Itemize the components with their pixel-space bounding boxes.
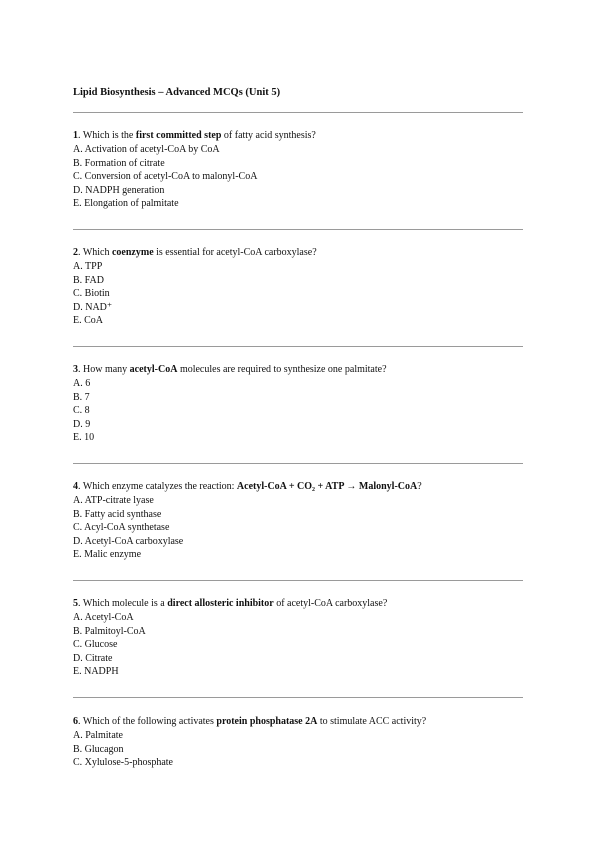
question-stem bbox=[73, 480, 533, 494]
option-e: E. Elongation of palmitate bbox=[73, 198, 179, 210]
divider bbox=[73, 112, 523, 113]
stem-emphasis: Acetyl-CoA + CO₂ + ATP → Malonyl-CoA bbox=[236, 481, 418, 492]
stem-text: molecules are required to synthesize one palmitate? bbox=[177, 364, 387, 375]
question-3 bbox=[73, 363, 533, 445]
option-e: E. 10 bbox=[73, 432, 95, 444]
question-stem bbox=[73, 246, 533, 260]
option-d: D. NAD⁺ bbox=[73, 301, 113, 313]
stem-emphasis: first committed step bbox=[135, 130, 222, 141]
question-stem bbox=[73, 129, 533, 143]
option-d: D. Citrate bbox=[73, 652, 113, 664]
divider bbox=[73, 580, 523, 581]
stem-emphasis: acetyl-CoA bbox=[129, 364, 178, 375]
divider bbox=[73, 463, 523, 464]
option-a: A. ATP-citrate lyase bbox=[73, 495, 154, 506]
option-e: E. NADPH bbox=[73, 666, 119, 678]
question-number: 5 bbox=[73, 598, 78, 609]
divider bbox=[73, 346, 523, 347]
question-1 bbox=[73, 129, 533, 211]
document-title: Lipid Biosynthesis – Advanced MCQs (Unit 5) bbox=[73, 87, 281, 98]
stem-emphasis: coenzyme bbox=[111, 247, 154, 258]
option-b: B. Formation of citrate bbox=[73, 157, 165, 169]
stem-text: . Which enzyme catalyzes the reaction: bbox=[78, 481, 237, 492]
option-a: A. Activation of acetyl-CoA by CoA bbox=[73, 144, 220, 155]
question-5 bbox=[73, 597, 533, 679]
option-a: A. TPP bbox=[73, 261, 103, 272]
question-number: 6 bbox=[73, 716, 78, 727]
option-e: E. Malic enzyme bbox=[73, 549, 142, 561]
question-stem bbox=[73, 363, 533, 377]
option-c: C. Conversion of acetyl-CoA to malonyl-CoA bbox=[73, 171, 258, 183]
option-d: D. NADPH generation bbox=[73, 184, 165, 196]
question-2 bbox=[73, 246, 533, 328]
question-4 bbox=[73, 480, 533, 562]
divider bbox=[73, 229, 523, 230]
stem-text: of acetyl-CoA carboxylase? bbox=[273, 598, 388, 609]
stem-text: . Which of the following activates bbox=[78, 716, 217, 727]
stem-emphasis: direct allosteric inhibitor bbox=[167, 598, 274, 609]
option-c: C. 8 bbox=[73, 405, 90, 417]
stem-text: of fatty acid synthesis? bbox=[221, 130, 316, 141]
question-6 bbox=[73, 715, 533, 770]
option-e: E. CoA bbox=[73, 315, 103, 327]
option-b: B. Fatty acid synthase bbox=[73, 508, 162, 520]
question-stem bbox=[73, 597, 533, 611]
option-c: C. Acyl-CoA synthetase bbox=[73, 522, 170, 534]
option-b: B. FAD bbox=[73, 274, 104, 286]
question-stem bbox=[73, 715, 533, 729]
option-c: C. Glucose bbox=[73, 639, 118, 651]
stem-emphasis: protein phosphatase 2A bbox=[216, 716, 318, 727]
option-c: C. Xylulose-5-phosphate bbox=[73, 757, 173, 769]
option-b: B. Palmitoyl-CoA bbox=[73, 625, 146, 637]
question-number: 1 bbox=[73, 130, 78, 141]
stem-text: . Which is the bbox=[78, 130, 136, 141]
option-d: D. 9 bbox=[73, 418, 91, 430]
option-a: A. Acetyl-CoA bbox=[73, 612, 134, 623]
option-d: D. Acetyl-CoA carboxylase bbox=[73, 535, 184, 547]
option-b: B. Glucagon bbox=[73, 743, 124, 755]
option-a: A. Palmitate bbox=[73, 730, 123, 741]
stem-text: . Which molecule is a bbox=[78, 598, 168, 609]
divider bbox=[73, 697, 523, 698]
question-number: 2 bbox=[73, 247, 78, 258]
question-number: 3 bbox=[73, 364, 78, 375]
stem-text: . Which bbox=[78, 247, 112, 258]
question-number: 4 bbox=[73, 481, 78, 492]
stem-text: to stimulate ACC activity? bbox=[317, 716, 427, 727]
stem-text: ? bbox=[417, 481, 422, 492]
stem-text: . How many bbox=[78, 364, 130, 375]
option-a: A. 6 bbox=[73, 378, 91, 389]
option-b: B. 7 bbox=[73, 391, 90, 403]
stem-text: is essential for acetyl-CoA carboxylase? bbox=[153, 247, 317, 258]
option-c: C. Biotin bbox=[73, 288, 110, 300]
